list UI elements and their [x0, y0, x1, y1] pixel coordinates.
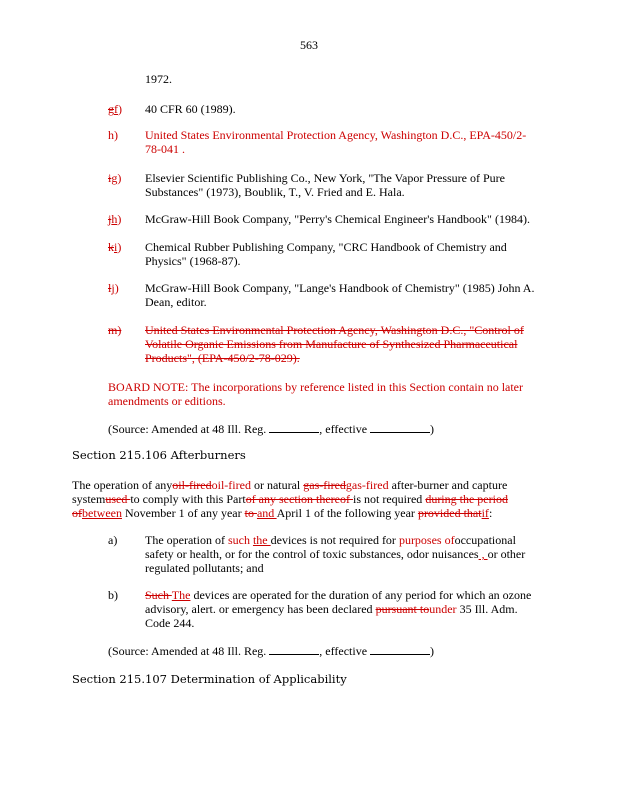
ref-text: McGraw-Hill Book Company, "Perry's Chemical Engineer's Handbook" (1984).: [145, 212, 530, 226]
item-b-text: Such The devices are operated for the duration of any period for which an ozone advisory, alert. or emergency has been declared pursuant tounder 35 Ill. Adm. Code 244.: [145, 588, 532, 630]
ref-text: McGraw-Hill Book Company, "Lange's Handbook of Chemistry" (1985) John A. Dean, editor.: [145, 281, 535, 309]
ref-label: jh): [108, 212, 122, 226]
source-note: (Source: Amended at 48 Ill. Reg. , effective ): [108, 644, 435, 658]
page-number: 563: [300, 38, 318, 52]
section-heading-215-106: Section 215.106 Afterburners: [72, 448, 246, 462]
ref-text: United States Environmental Protection Agency, Washington D.C., "Control of Volatile Organic Emissions from Manufacture of Synthesized Pharmaceutical Products", (EPA-450/2-78-029).: [145, 323, 524, 365]
ref-text: Chemical Rubber Publishing Company, "CRC Handbook of Chemistry and Physics" (1968-87).: [145, 240, 507, 268]
ref-label: m): [108, 323, 122, 337]
item-label-b: b): [108, 588, 118, 602]
ref-label: h): [108, 128, 118, 142]
item-label-a: a): [108, 533, 118, 547]
section-heading-215-107: Section 215.107 Determination of Applicability: [72, 672, 347, 686]
ref-text: 40 CFR 60 (1989).: [145, 102, 236, 116]
ref-label: gf): [108, 102, 122, 116]
ref-label: lj): [108, 281, 119, 295]
ref-text: United States Environmental Protection Agency, Washington D.C., EPA-450/2-78-041 .: [145, 128, 527, 156]
ref-label: ig): [108, 171, 122, 185]
board-note: BOARD NOTE: The incorporations by reference listed in this Section contain no later amendments or editions.: [108, 380, 524, 408]
source-note: (Source: Amended at 48 Ill. Reg. , effective ): [108, 422, 435, 436]
section-106-paragraph: The operation of anyoil-firedoil-fired or natural gas-firedgas-fired after-burner and capture systemused to comply with this Partof any section thereof is not required during the period ofbetween November 1 of any year to and April 1 of the following year provided thatif:: [72, 478, 508, 520]
continued-text: 1972.: [145, 72, 172, 86]
item-a-text: The operation of such the devices is not required for purposes ofoccupational safety or health, or for the control of toxic substances, odor nuisances , or other regulated pollutants; and: [145, 533, 526, 575]
ref-label: ki): [108, 240, 122, 254]
ref-text: Elsevier Scientific Publishing Co., New York, "The Vapor Pressure of Pure Substances" (1973), Boublik, T., V. Fried and E. Hala.: [145, 171, 505, 199]
